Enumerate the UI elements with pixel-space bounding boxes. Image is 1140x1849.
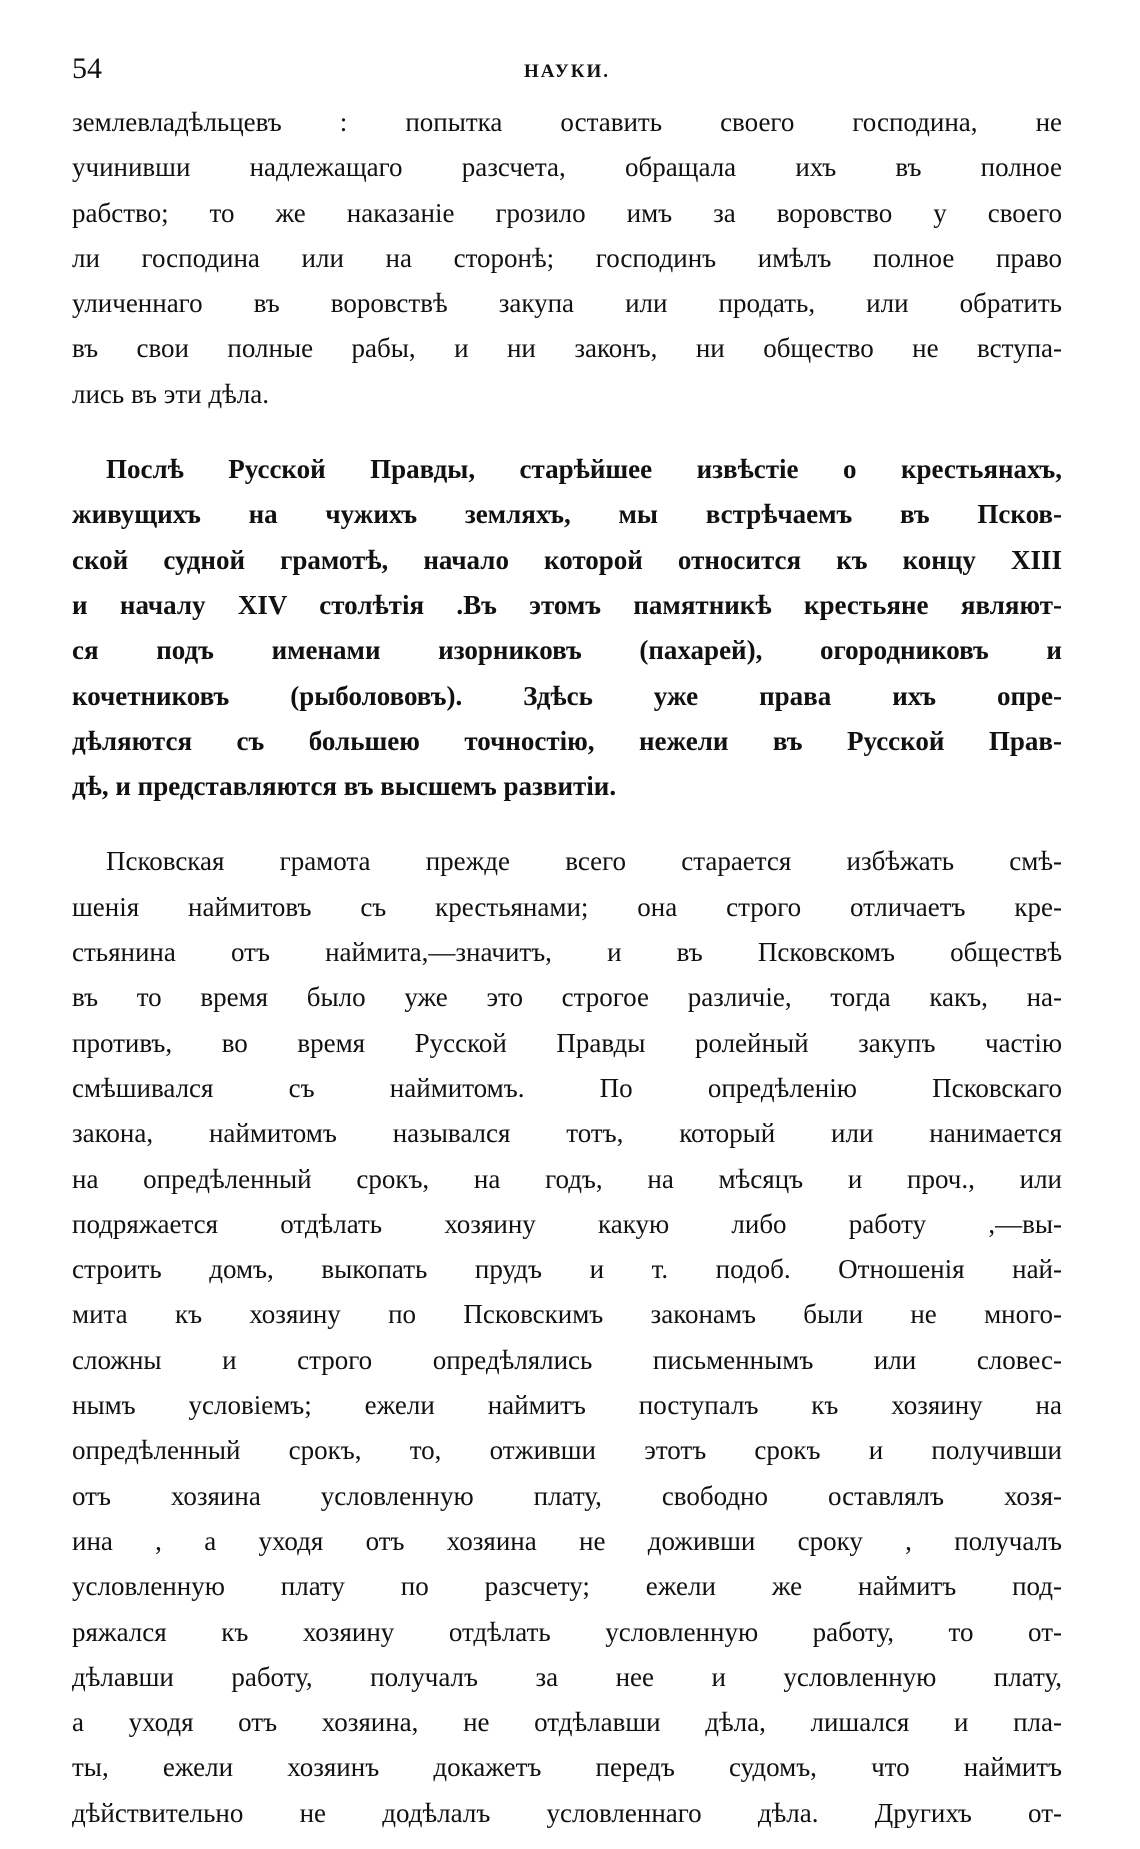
text-line: ли господина или на сторонѣ; господинъ имѣлъ полное право bbox=[72, 242, 1062, 273]
paragraph-3 bbox=[72, 839, 1062, 1836]
paragraph-2 bbox=[72, 447, 1062, 809]
text-line: Псковская грамота прежде всего старается избѣжать смѣ- bbox=[106, 846, 1062, 877]
text-line: ской судной грамотѣ, начало которой относится къ концу XIII bbox=[72, 544, 1062, 575]
page-number: 54 bbox=[72, 52, 102, 85]
text-line: дѣ, и представляются въ высшемъ развитіи. bbox=[72, 771, 617, 802]
text-line: дѣйствительно не додѣлалъ условленнаго дѣла. Другихъ от- bbox=[72, 1797, 1062, 1828]
text-line: въ свои полные рабы, и ни законъ, ни общество не вступа- bbox=[72, 333, 1062, 364]
text-line: условленную плату по разсчету; ежели же наймитъ под- bbox=[72, 1571, 1062, 1602]
text-line: на опредѣленный срокъ, на годъ, на мѣсяцъ и проч., или bbox=[72, 1163, 1062, 1194]
text-line: закона, наймитомъ назывался тотъ, который или нанимается bbox=[72, 1118, 1062, 1149]
paragraph-gap bbox=[72, 417, 1062, 447]
text-line: дѣлавши работу, получалъ за нее и условленную плату, bbox=[72, 1661, 1062, 1692]
text-line: стьянина отъ наймита,—значитъ, и въ Псковскомъ обществѣ bbox=[72, 937, 1062, 968]
text-line: живущихъ на чужихъ земляхъ, мы встрѣчаемъ въ Псков- bbox=[72, 499, 1062, 530]
text-line: ся подъ именами изорниковъ (пахарей), огородниковъ и bbox=[72, 635, 1062, 666]
text-line: и началу XIV столѣтія .Въ этомъ памятникѣ крестьяне являют- bbox=[72, 589, 1062, 620]
text-line: землевладѣльцевъ : попытка оставить своего господина, не bbox=[72, 107, 1062, 137]
text-line: уличеннаго въ воровствѣ закупа или продать, или обратить bbox=[72, 288, 1062, 319]
text-line: рабство; то же наказаніе грозило имъ за воровство у своего bbox=[72, 197, 1062, 228]
text-line: шенія наймитовъ съ крестьянами; она строго отличаетъ кре- bbox=[72, 891, 1062, 922]
text-line: сложны и строго опредѣлялись письменнымъ или словес- bbox=[72, 1344, 1062, 1375]
text-line: а уходя отъ хозяина, не отдѣлавши дѣла, лишался и пла- bbox=[72, 1707, 1062, 1738]
body-text bbox=[72, 100, 1062, 1836]
text-line: отъ хозяина условленную плату, свободно оставлялъ хозя- bbox=[72, 1480, 1062, 1511]
paragraph-gap bbox=[72, 809, 1062, 839]
page-header bbox=[72, 52, 1062, 92]
text-line: ина , а уходя отъ хозяина не доживши сроку , получалъ bbox=[72, 1525, 1062, 1556]
text-line: противъ, во время Русской Правды ролейный закупъ частію bbox=[72, 1027, 1062, 1058]
running-title: НАУКИ. bbox=[523, 61, 611, 82]
text-line: мита къ хозяину по Псковскимъ законамъ были не много- bbox=[72, 1299, 1062, 1330]
text-line: учинивши надлежащаго разсчета, обращала ихъ въ полное bbox=[72, 152, 1062, 183]
text-line: нымъ условіемъ; ежели наймитъ поступалъ къ хозяину на bbox=[72, 1390, 1062, 1421]
text-line: ряжался къ хозяину отдѣлать условленную работу, то от- bbox=[72, 1616, 1062, 1647]
text-line: опредѣленный срокъ, то, отживши этотъ срокъ и получивши bbox=[72, 1435, 1062, 1466]
text-line: дѣляются съ большею точностію, нежели въ Русской Прав- bbox=[72, 725, 1062, 756]
text-line: лись въ эти дѣла. bbox=[72, 378, 269, 409]
text-line: строить домъ, выкопать прудъ и т. подоб. Отношенія най- bbox=[72, 1254, 1062, 1285]
text-line: смѣшивался съ наймитомъ. По опредѣленію Псковскаго bbox=[72, 1072, 1062, 1103]
text-line: въ то время было уже это строгое различіе, тогда какъ, на- bbox=[72, 982, 1062, 1013]
text-line: ты, ежели хозяинъ докажетъ передъ судомъ, что наймитъ bbox=[72, 1752, 1062, 1783]
text-line: Послѣ Русской Правды, старѣйшее извѣстіе о крестьянахъ, bbox=[106, 454, 1062, 485]
paragraph-1 bbox=[72, 100, 1062, 417]
text-line: подряжается отдѣлать хозяину какую либо работу ,—вы- bbox=[72, 1208, 1062, 1239]
text-line: кочетниковъ (рыболововъ). Здѣсь уже права ихъ опре- bbox=[72, 680, 1062, 711]
